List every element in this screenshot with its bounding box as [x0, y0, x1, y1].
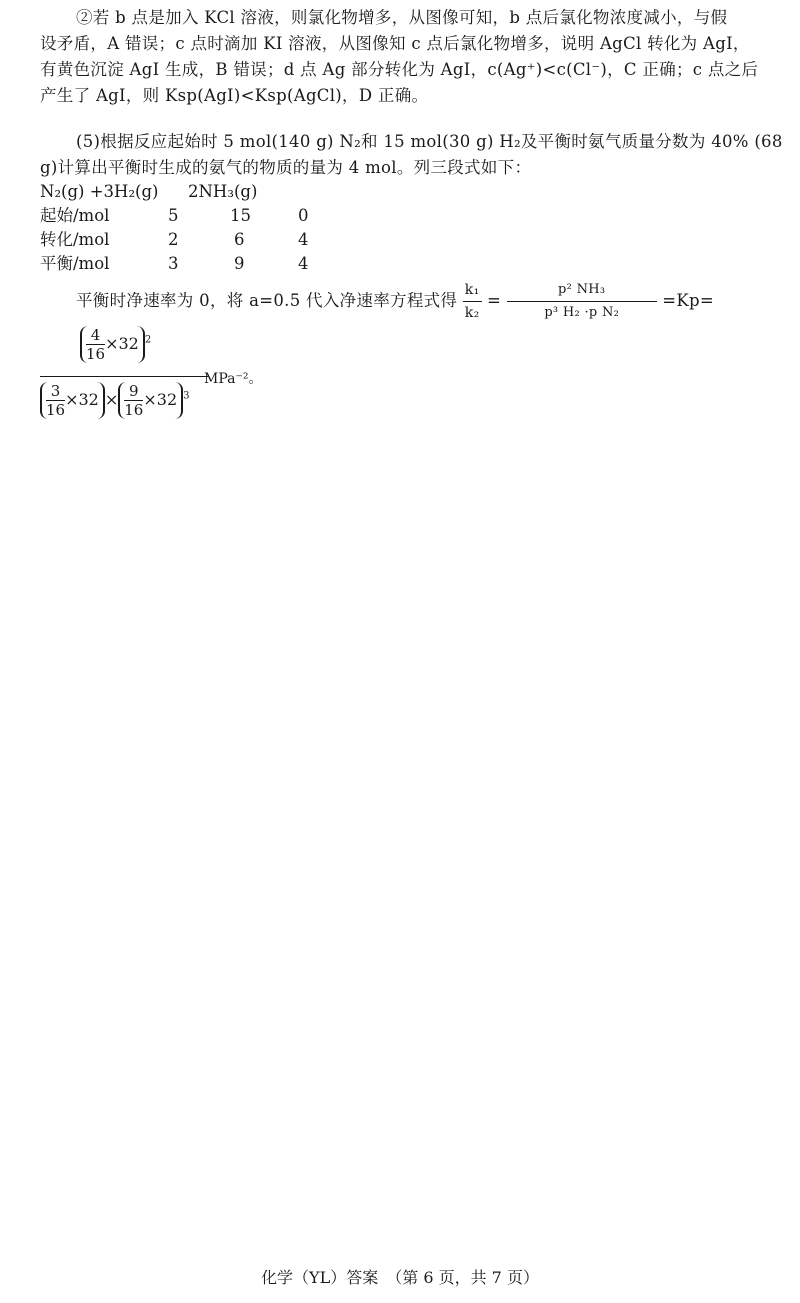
nh3-value: 4 — [298, 254, 309, 273]
nh3-value: 4 — [298, 230, 309, 249]
h2-value: 6 — [234, 230, 245, 249]
fraction-3-16: $\frac{3}{16}$ — [46, 382, 66, 419]
k1: k₁ — [463, 279, 482, 302]
para2-line1: (5)根据反应起始时 5 mol(140 g) N₂和 15 mol(30 g) H₂及平衡时氨气质量分数为 40% (68 — [76, 132, 783, 151]
row-label: 起始/mol — [40, 206, 110, 225]
k-ratio — [463, 279, 482, 324]
para1-line2: 设矛盾，A 错误；c 点时滴加 KI 溶液，从图像知 c 点后氯化物增多，说明 AgCl 转化为 AgI， — [40, 34, 750, 53]
page-footer: 化学（YL）答案 （第 6 页，共 7 页） — [261, 1268, 539, 1287]
para2-line2: g)计算出平衡时生成的氨气的物质的量为 4 mol。列三段式如下： — [40, 158, 532, 177]
den2-paren: $\frac{9}{16}$ ×32 — [118, 382, 183, 419]
nh3-value: 0 — [298, 206, 309, 225]
row-label: 平衡/mol — [40, 254, 110, 273]
h2-value: 9 — [234, 254, 245, 273]
fraction-9-16: $\frac{9}{16}$ — [124, 382, 144, 419]
equals-kp: =Kp= — [662, 291, 715, 310]
k2: k₂ — [464, 305, 480, 321]
fraction-bar — [40, 376, 208, 377]
p-h2-n2: p³ H₂ ·p N₂ — [544, 305, 620, 320]
rate-prefix: 平衡时净速率为 0，将 a=0.5 代入净速率方程式得 — [76, 291, 458, 310]
fraction-4-16: $\frac{4}{16}$ — [86, 326, 106, 363]
n2-value: 5 — [168, 206, 179, 225]
kp-numerator — [80, 326, 151, 374]
h2-value: 15 — [230, 206, 251, 225]
times-sign: × — [104, 390, 119, 409]
n2-value: 2 — [168, 230, 179, 249]
reactants: N₂(g) +3H₂(g) — [40, 182, 159, 201]
pressure-ratio — [507, 279, 657, 324]
num-exponent: 2 — [144, 334, 152, 346]
num-paren: $\frac{4}{16}$ ×32 — [80, 326, 145, 363]
n2-value: 3 — [168, 254, 179, 273]
equals-1: = — [487, 291, 502, 310]
unit-label: MPa⁻²。 — [204, 371, 263, 387]
kp-denominator — [40, 382, 190, 432]
para1-line1: ②若 b 点是加入 KCl 溶液，则氯化物增多，从图像可知，b 点后氯化物浓度减小，与假 — [76, 8, 728, 27]
den1-paren: $\frac{3}{16}$ ×32 — [40, 382, 105, 419]
p-nh3: p² NH₃ — [507, 279, 657, 302]
para1-line4: 产生了 AgI，则 Ksp(AgI)<Ksp(AgCl)，D 正确。 — [40, 86, 429, 105]
row-label: 转化/mol — [40, 230, 110, 249]
products: 2NH₃(g) — [188, 182, 258, 201]
den-exponent: 3 — [183, 390, 190, 402]
rate-equation-line — [76, 276, 800, 326]
para1-line3: 有黄色沉淀 AgI 生成，B 错误；d 点 Ag 部分转化为 AgI，c(Ag⁺)<c(Cl⁻)，C 正确；c 点之后 — [40, 60, 759, 79]
